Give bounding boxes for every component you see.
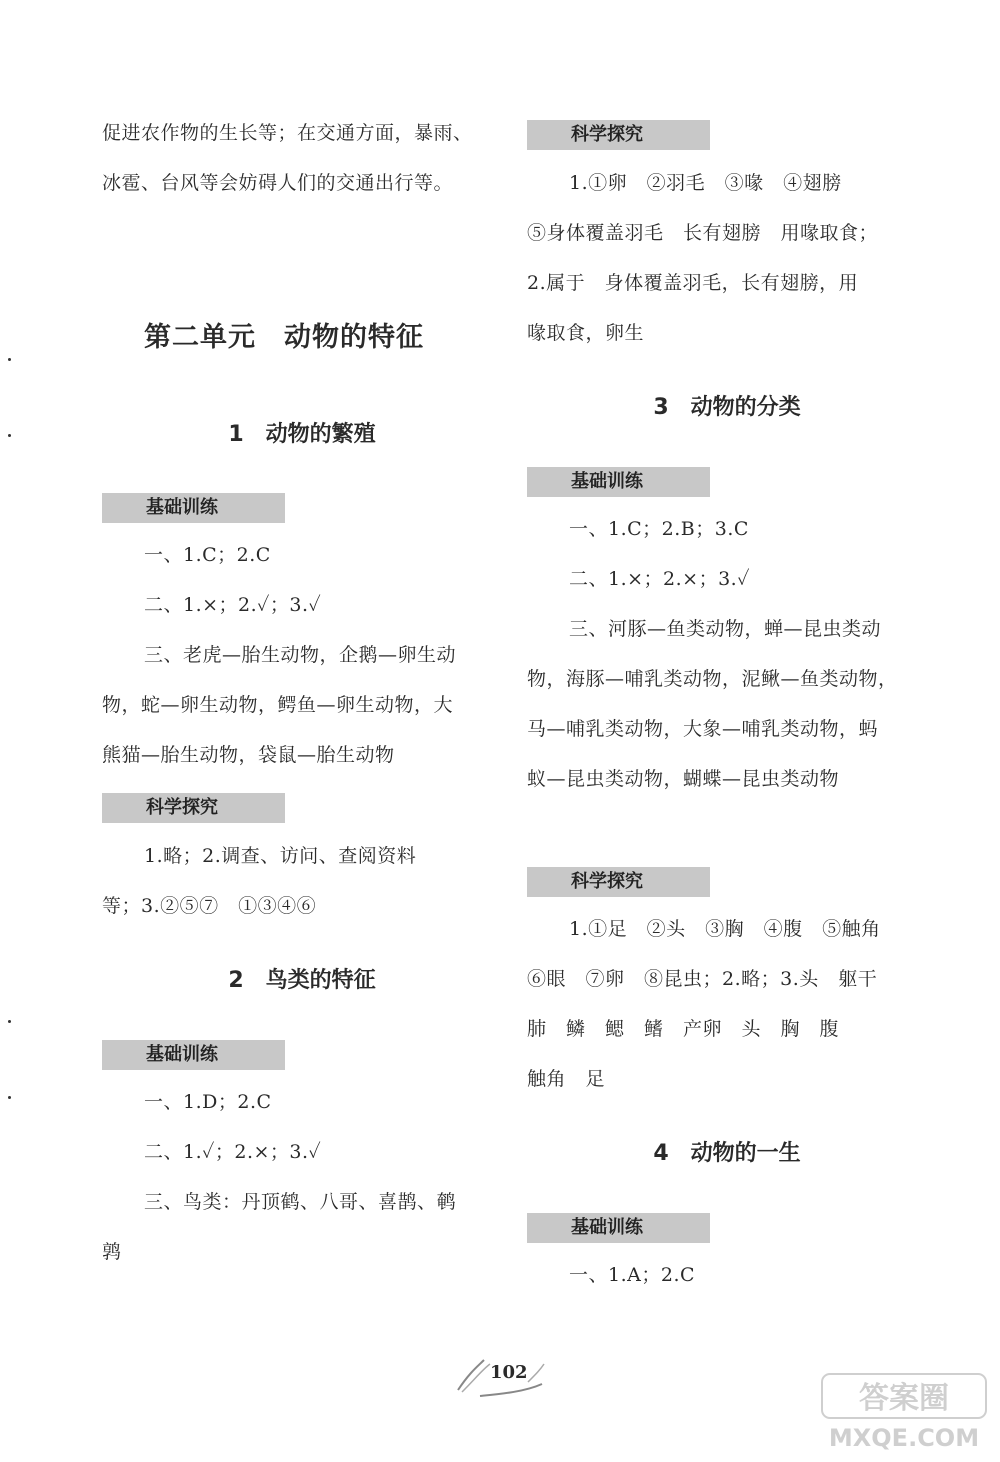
margin-dot	[8, 1020, 11, 1023]
section-title: 4 动物的一生	[653, 1141, 801, 1166]
answer-line: 熊猫—胎生动物，袋鼠—胎生动物	[102, 744, 395, 766]
answer-line: 二、1.×；2.×；3.✓	[569, 568, 750, 590]
basic-training-label: 基础训练	[102, 1040, 285, 1070]
answer-line: 2.属于 身体覆盖羽毛，长有翅膀，用	[527, 272, 859, 294]
basic-training-label: 基础训练	[527, 467, 710, 497]
science-explore-label: 科学探究	[527, 867, 710, 897]
intro-line: 促进农作物的生长等；在交通方面，暴雨、	[102, 122, 473, 144]
answer-line: 二、1.×；2.✓；3.✓	[144, 594, 322, 616]
answer-line: ⑥眼 ⑦卵 ⑧昆虫；2.略；3.头 躯干	[527, 968, 878, 990]
answer-line: 鹑	[102, 1241, 122, 1263]
intro-line: 冰雹、台风等会妨碍人们的交通出行等。	[102, 172, 454, 194]
answer-line: 蚁—昆虫类动物，蝴蝶—昆虫类动物	[527, 768, 840, 790]
answer-line: 二、1.✓；2.×；3.✓	[144, 1141, 322, 1163]
answer-line: 1.①足 ②头 ③胸 ④腹 ⑤触角	[569, 918, 881, 940]
section-title: 3 动物的分类	[653, 395, 801, 420]
answer-line: 1.①卵 ②羽毛 ③喙 ④翅膀	[569, 172, 842, 194]
answer-line: 触角 足	[527, 1068, 606, 1090]
section-title: 1 动物的繁殖	[228, 422, 376, 447]
watermark-icon	[820, 1370, 990, 1455]
margin-dot	[8, 358, 11, 361]
answer-line: 1.略；2.调查、访问、查阅资料	[144, 845, 417, 867]
answer-line: 三、鸟类：丹顶鹤、八哥、喜鹊、鹌	[144, 1191, 457, 1213]
answer-line: 一、1.C；2.B；3.C	[569, 518, 749, 540]
science-explore-label: 科学探究	[102, 793, 285, 823]
answer-line: 喙取食，卵生	[527, 322, 645, 344]
answer-line: 等；3.②⑤⑦ ①③④⑥	[102, 895, 317, 917]
answer-line: 物，蛇—卵生动物，鳄鱼—卵生动物，大	[102, 694, 454, 716]
margin-dot	[8, 1096, 11, 1099]
watermark-logo	[820, 1370, 990, 1455]
page-number	[440, 1352, 560, 1402]
basic-training-label: 基础训练	[527, 1213, 710, 1243]
answer-line: ⑤身体覆盖羽毛 长有翅膀 用喙取食；	[527, 222, 879, 244]
unit-title: 第二单元 动物的特征	[144, 322, 424, 353]
page-number-text: 102	[490, 1362, 528, 1383]
answer-line: 一、1.C；2.C	[144, 544, 271, 566]
answer-line: 肺 鳞 鳃 鳍 产卵 头 胸 腹	[527, 1018, 840, 1040]
watermark-logo-text: 答案圈	[859, 1381, 949, 1416]
answer-line: 一、1.D；2.C	[144, 1091, 272, 1113]
basic-training-label: 基础训练	[102, 493, 285, 523]
answer-line: 一、1.A；2.C	[569, 1264, 696, 1286]
answer-line: 三、老虎—胎生动物，企鹅—卵生动	[144, 644, 457, 666]
section-title: 2 鸟类的特征	[228, 968, 376, 993]
margin-dot	[8, 434, 11, 437]
watermark-site: MXQE.COM	[828, 1424, 980, 1452]
answer-line: 马—哺乳类动物，大象—哺乳类动物，蚂	[527, 718, 879, 740]
science-explore-label: 科学探究	[527, 120, 710, 150]
answer-line: 物，海豚—哺乳类动物，泥鳅—鱼类动物，	[527, 668, 898, 690]
answer-line: 三、河豚—鱼类动物，蝉—昆虫类动	[569, 618, 882, 640]
